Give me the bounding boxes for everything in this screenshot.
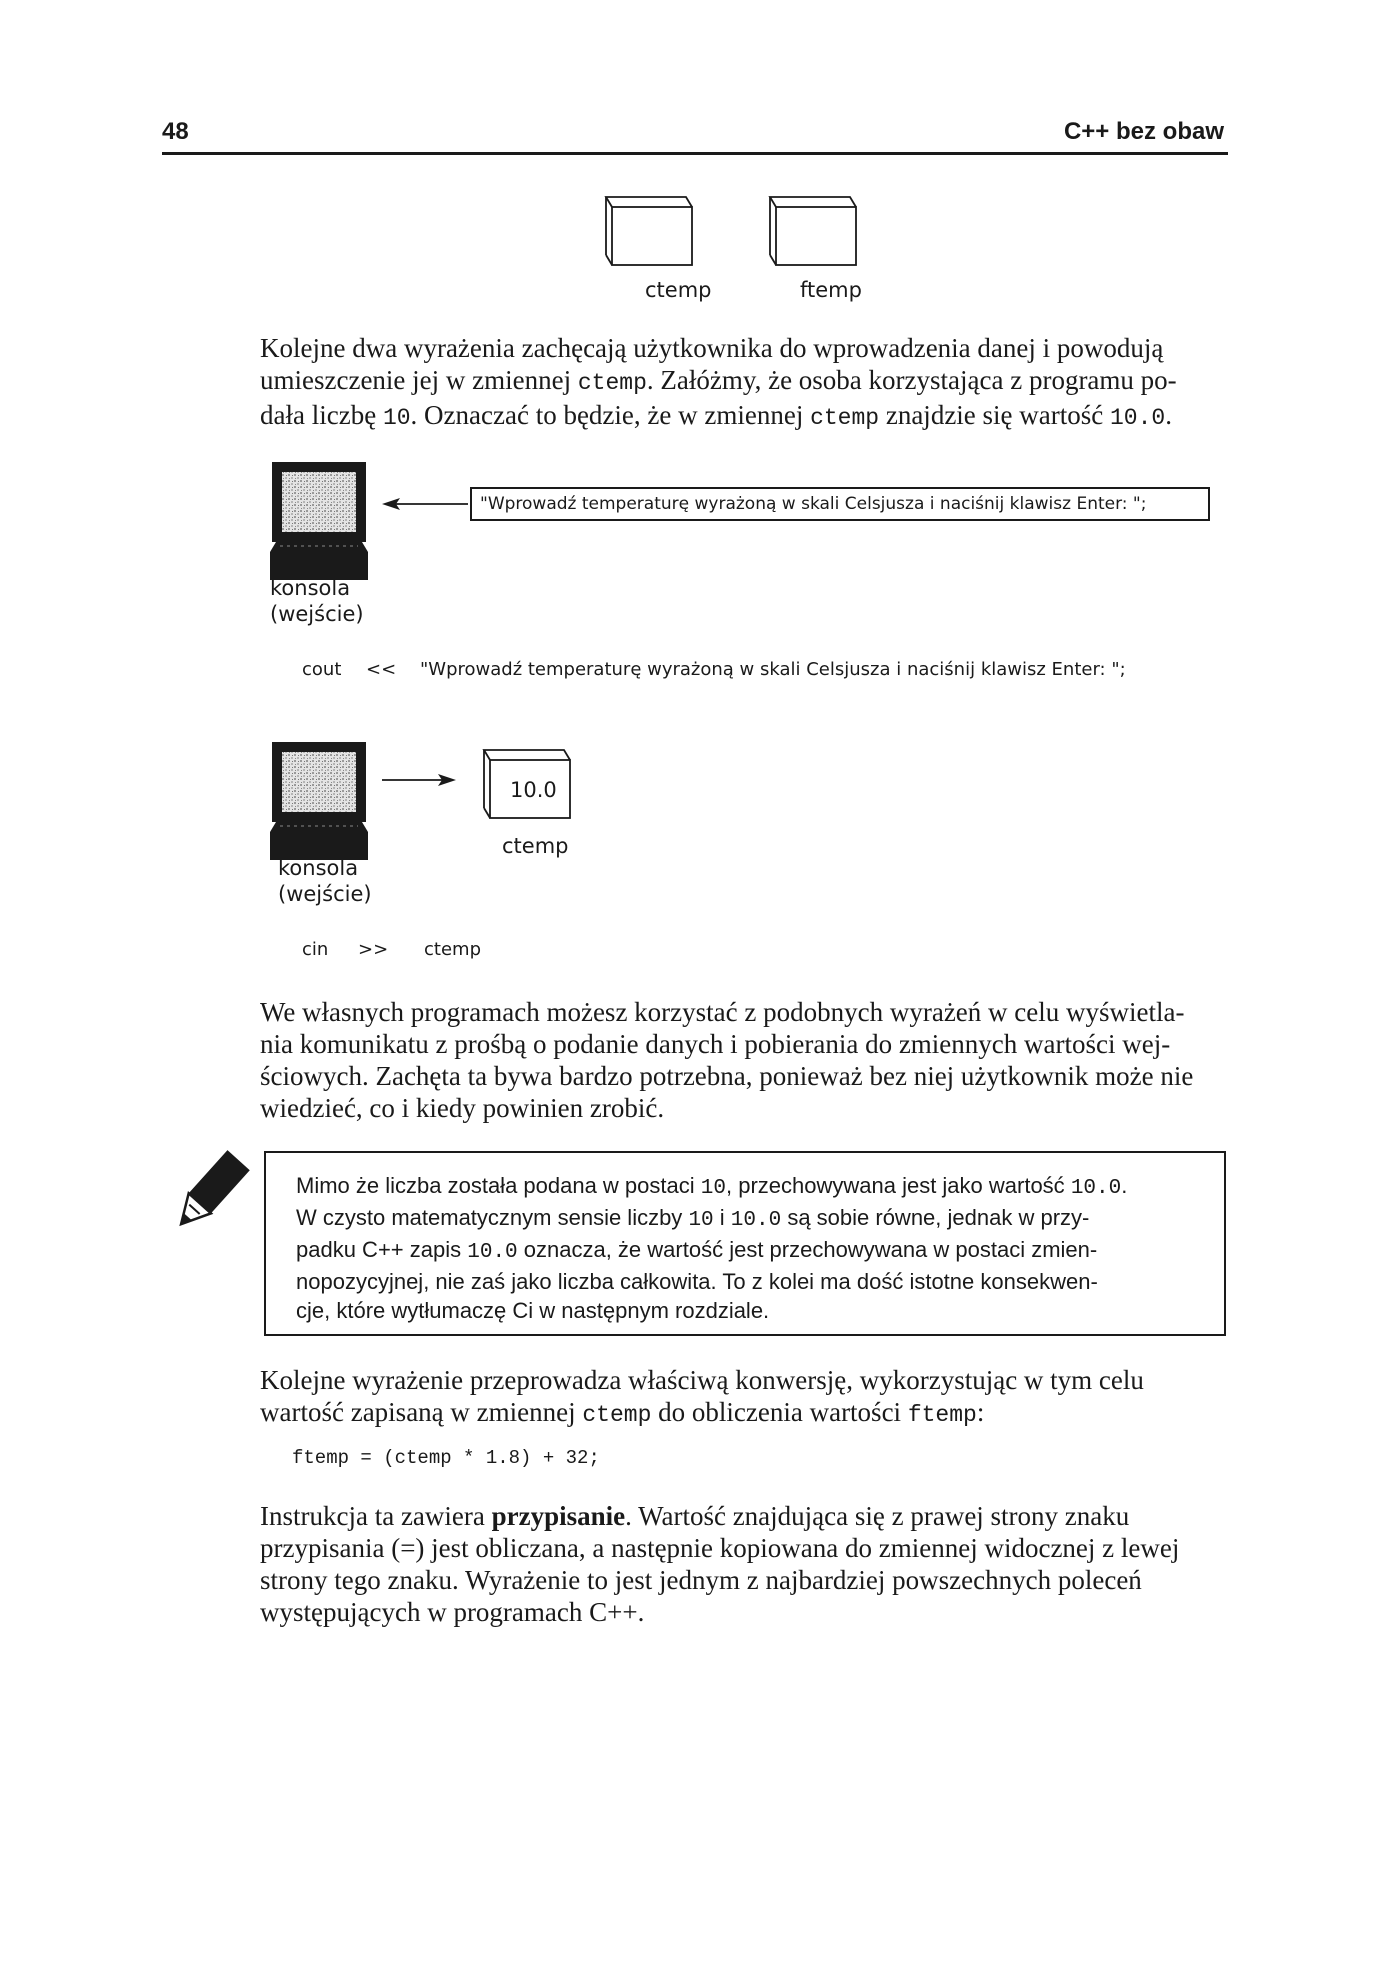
paragraph-1-line — [260, 399, 1226, 434]
arrow-right-icon — [382, 774, 456, 786]
text: . Załóżmy, że osoba korzystająca z programu po- — [646, 365, 1177, 395]
ftemp-box-label: ftemp — [800, 278, 862, 302]
paragraph-2-line: ściowych. Zachęta ta bywa bardzo potrzebna, ponieważ bez niej użytkownik może nie — [260, 1061, 1194, 1091]
cout-keyword: cout — [302, 659, 342, 680]
book-title: C++ bez obaw — [1063, 118, 1224, 145]
ctemp-variable: ctemp — [424, 939, 481, 960]
paragraph-4-line: strony tego znaku. Wyrażenie to jest jednym z najbardziej powszechnych poleceń — [260, 1565, 1142, 1595]
text: : — [976, 1397, 985, 1427]
ctemp-value: 10.0 — [510, 778, 557, 802]
paragraph-1-line — [260, 364, 1226, 399]
paragraph-4-line: występujących w programach C++. — [260, 1597, 645, 1627]
text: i — [713, 1205, 731, 1230]
extraction-operator: >> — [358, 939, 389, 960]
page-number: 48 — [162, 118, 189, 145]
console-sublabel: (wejście) — [270, 602, 364, 626]
code-10-0: 10.0 — [730, 1209, 782, 1232]
monitor-icon — [270, 742, 368, 860]
console-sublabel: (wejście) — [278, 882, 372, 906]
prompt-string-statement: "Wprowadź temperaturę wyrażoną w skali Celsjusza i naciśnij klawisz Enter: "; — [420, 659, 1126, 680]
note-line: nopozycyjnej, nie zaś jako liczba całkowita. To z kolei ma dość istotne konsekwen- — [296, 1269, 1098, 1294]
pencil-icon — [165, 1150, 255, 1240]
note-line — [296, 1203, 1194, 1235]
ctemp-box-label: ctemp — [645, 278, 712, 302]
monitor-icon — [270, 462, 368, 580]
text: . — [1121, 1173, 1128, 1198]
paragraph-2-line: nia komunikatu z prośbą o podanie danych i pobierania do zmiennych wartości wej- — [260, 1029, 1171, 1059]
paragraph-3-line: Kolejne wyrażenie przeprowadza właściwą konwersję, wykorzystując w tym celu — [260, 1365, 1144, 1395]
code-10-0: 10.0 — [1110, 405, 1166, 431]
text: padku C++ zapis — [296, 1237, 468, 1262]
paragraph-3-line — [260, 1396, 1226, 1431]
code-10: 10 — [688, 1209, 714, 1232]
text: do obliczenia wartości — [651, 1397, 908, 1427]
text: . Wartość znajdująca się z prawej strony znaku — [625, 1501, 1130, 1531]
bold-term: przypisanie — [491, 1501, 626, 1531]
cin-keyword: cin — [302, 939, 329, 960]
prompt-string-box: "Wprowadź temperaturę wyrażoną w skali Celsjusza i naciśnij klawisz Enter: "; — [470, 487, 1210, 521]
text: . — [1165, 400, 1172, 430]
text: umieszczenie jej w zmiennej — [260, 365, 578, 395]
text: Instrukcja ta zawiera — [260, 1501, 492, 1531]
text: oznacza, że wartość jest przechowywana w postaci zmien- — [517, 1237, 1098, 1262]
text: dała liczbę — [260, 400, 383, 430]
arrow-left-icon — [382, 498, 468, 510]
paragraph-2 — [260, 996, 1226, 1124]
variable-boxes-figure — [600, 195, 880, 275]
note-line — [296, 1171, 1194, 1203]
text: Mimo że liczba została podana w postaci — [296, 1173, 701, 1198]
console-label: konsola — [278, 856, 359, 880]
code-ftemp: ftemp — [907, 1402, 977, 1428]
note-line: cje, które wytłumaczę Ci w następnym rozdziale. — [296, 1298, 770, 1323]
code-10-0: 10.0 — [1070, 1177, 1122, 1200]
text: znajdzie się wartość — [879, 400, 1110, 430]
paragraph-1 — [260, 332, 1226, 434]
header-rule — [162, 152, 1228, 155]
code-10-0: 10.0 — [467, 1241, 518, 1264]
code-statement: ftemp = (ctemp * 1.8) + 32; — [292, 1447, 600, 1469]
insertion-operator: << — [366, 659, 397, 680]
paragraph-4-line: przypisania (=) jest obliczana, a następnie kopiowana do zmiennej widocznej z lewej — [260, 1533, 1180, 1563]
ctemp-box — [606, 197, 692, 265]
paragraph-3 — [260, 1364, 1226, 1431]
paragraph-1-line: Kolejne dwa wyrażenia zachęcają użytkownika do wprowadzenia danej i powodują — [260, 333, 1164, 363]
ctemp-box-label: ctemp — [502, 834, 569, 858]
paragraph-4 — [260, 1500, 1226, 1628]
console-figure-1 — [270, 462, 470, 580]
paragraph-2-line: We własnych programach możesz korzystać z podobnych wyrażeń w celu wyświetla- — [260, 997, 1185, 1027]
note-box — [264, 1151, 1226, 1336]
ftemp-box — [770, 197, 856, 265]
paragraph-4-line — [260, 1500, 1226, 1532]
code-ctemp: ctemp — [810, 405, 880, 431]
note-line — [296, 1235, 1194, 1267]
code-10: 10 — [700, 1177, 726, 1200]
paragraph-2-line: wiedzieć, co i kiedy powinien zrobić. — [260, 1093, 665, 1123]
text: są sobie równe, jednak w przy- — [781, 1205, 1090, 1230]
console-label: konsola — [270, 576, 351, 600]
text: , przechowywana jest jako wartość — [725, 1173, 1071, 1198]
text: W czysto matematycznym sensie liczby — [296, 1205, 689, 1230]
text: . Oznaczać to będzie, że w zmiennej — [410, 400, 811, 430]
text: wartość zapisaną w zmiennej — [260, 1397, 583, 1427]
code-ctemp: ctemp — [577, 370, 647, 396]
code-10: 10 — [382, 405, 411, 431]
code-ctemp: ctemp — [582, 1402, 652, 1428]
